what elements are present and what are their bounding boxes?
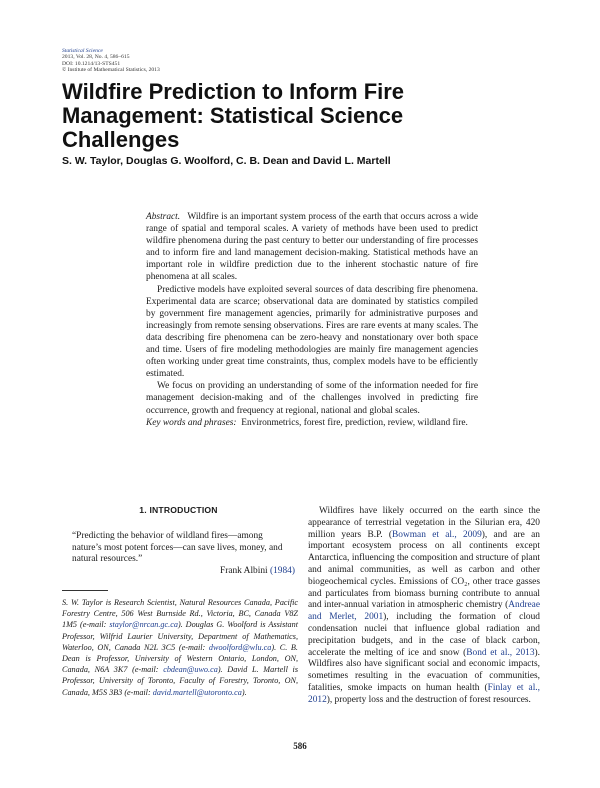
epigraph-attribution xyxy=(62,566,295,578)
page-number: 586 xyxy=(293,741,307,751)
email-link-dean[interactable]: cbdean@uwo.ca xyxy=(163,665,218,675)
footnote-text-4: ). David L. Martell is Professor, University of Toronto, Faculty of Forestry, Toronto, ON, Canada, M5S 3B3 (e-mail: xyxy=(62,665,299,697)
footnote-text-5: ). xyxy=(241,687,247,697)
intro-paragraph xyxy=(308,506,540,707)
doi-line: DOI: 10.1214/13-STS451 xyxy=(62,60,121,67)
section-title: INTRODUCTION xyxy=(149,505,218,515)
abstract-paragraph-1 xyxy=(146,211,478,284)
abstract xyxy=(146,211,478,429)
abstract-text-1: Wildfire is an important system process of the earth that occurs across a wide range of spatial and temporal scales. A variety of methods have been used to predict wildfire phenomena during the past century to better our understanding of fire processes and to inform fire and land management decision-making. Statistical methods have an important role in wildfire prediction due to the inherent stochastic nature of fire phenomena at all scales. xyxy=(146,212,479,283)
intro-text-4: ). Wildfires also have significant social and economic impacts, sometimes resulting in the evacuation of communities, fatalities, smoke impacts on human health ( xyxy=(308,647,540,693)
volume-line: 2013, Vol. 28, No. 4, 586–615 xyxy=(62,54,130,61)
intro-text-2: ), and are an important ecosystem process on all continents except Antarctica, influencing the composition and structure of plant and animal communities, as well as carbon and other biogeochemical cycles. Emissions of CO₂, other trace gasses and particulates from biomass burning contribute to annual and inter-annual variation in atmospheric chemistry ( xyxy=(308,529,540,611)
keywords-label: Key words and phrases: xyxy=(146,417,237,428)
epigraph-quote: “Predicting the behavior of wildland fires—among nature’s most potent forces—can save lives, money, and natural resources.” xyxy=(72,530,283,565)
citation-bond[interactable]: Bond et al., 2013 xyxy=(466,647,535,658)
citation-andreae[interactable]: Andreae and Merlet, 2001 xyxy=(308,600,540,623)
paper-title: Wildfire Prediction to Inform Fire Management: Statistical Science Challenges xyxy=(62,79,405,152)
author-list: S. W. Taylor, Douglas G. Woolford, C. B. Dean and David L. Martell xyxy=(62,155,391,167)
copyright-line: © Institute of Mathematical Statistics, 2013 xyxy=(62,66,160,73)
author-footnote xyxy=(62,597,298,698)
quote-author: Frank Albini xyxy=(219,566,268,577)
email-link-martell[interactable]: david.martell@utoronto.ca xyxy=(152,687,242,697)
citation-finlay[interactable]: Finlay et al., 2012 xyxy=(308,682,540,705)
keywords-text: Environmetrics, forest fire, prediction, review, wildland fire. xyxy=(241,417,468,428)
section-number: 1. xyxy=(139,505,147,515)
abstract-label: Abstract. xyxy=(146,212,181,222)
quote-year-link[interactable]: (1984) xyxy=(270,566,295,577)
right-column xyxy=(308,506,540,707)
section-heading xyxy=(62,505,295,517)
email-link-taylor[interactable]: staylor@nrcan.gc.ca xyxy=(109,620,178,630)
intro-text-1: Wildfires have likely occurred on the earth since the appearance of terrestrial vegetation in the Silurian era, 420 million years B.P. ( xyxy=(308,506,540,540)
intro-text-3: ), including the formation of cloud condensation nuclei that influence global radiation and precipitation budgets, and in the case of black carbon, accelerate the melting of ice and snow ( xyxy=(308,612,540,658)
citation-bowman[interactable]: Bowman et al., 2009 xyxy=(392,529,482,540)
footnote-text-3: ). C. B. Dean is Professor, University of Western Ontario, London, ON, Canada, N6A 3K7 (e-mail: xyxy=(62,642,298,675)
footnote-text-2: ). Douglas G. Woolford is Assistant Professor, Wilfrid Laurier University, Department of Mathematics, Waterloo, ON, Canada N2L 3C5 (e-mail: xyxy=(62,620,298,652)
footnote-rule xyxy=(62,590,108,591)
keywords xyxy=(146,417,478,429)
masthead xyxy=(62,48,160,73)
left-column xyxy=(62,505,295,578)
abstract-paragraph-3: We focus on providing an understanding of some of the information needed for fire management decision-making and of the challenges involved in predicting fire occurrence, growth and frequency at regional, national and global scales. xyxy=(146,381,478,416)
footnote-text-1: S. W. Taylor is Research Scientist, Natural Resources Canada, Pacific Forestry Centre, 506 West Burnside Rd., Victoria, BC, Canada V8Z 1M5 (e-mail: xyxy=(62,598,298,630)
intro-text-5: ), property loss and the destruction of forest resources. xyxy=(326,694,531,705)
email-link-woolford[interactable]: dwoolford@wlu.ca xyxy=(208,642,272,652)
abstract-paragraph-2: Predictive models have exploited several sources of data describing fire phenomena. Experimental data are scarce; observational data are dominated by statistics compiled by government fire management agencies, primarily for administrative purposes and increasingly from remote sensing observations. Fires are rare events at many scales. The data describing fire phenomena can be zero-heavy and nonstationary over both space and time. Users of fire modeling methodologies are mainly fire management agencies often working under great time constraints, thus, complex models have to be efficiently estimated. xyxy=(146,284,478,380)
journal-name[interactable]: Statistical Science xyxy=(62,48,103,54)
